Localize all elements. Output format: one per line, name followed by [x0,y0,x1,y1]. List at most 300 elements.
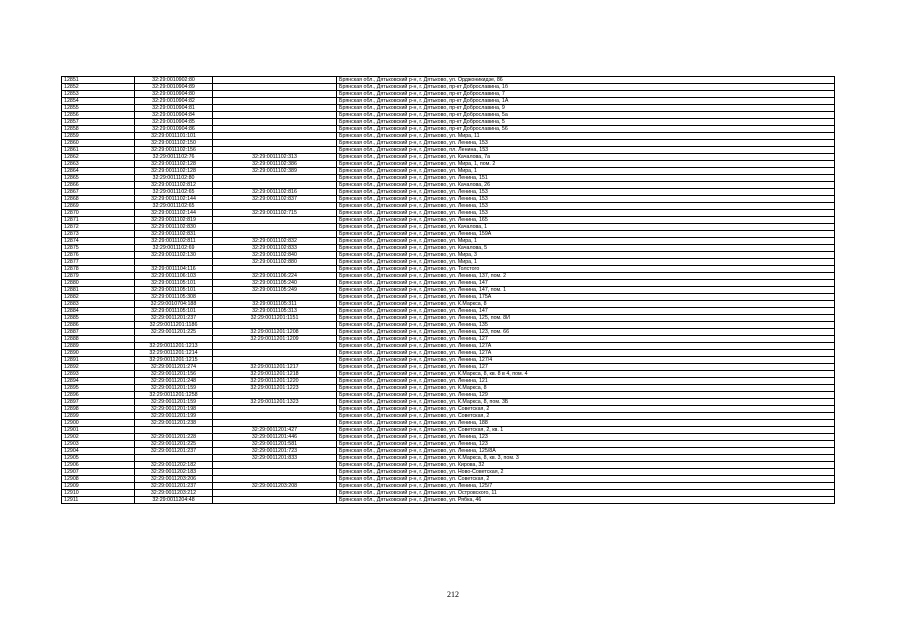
related-cadastral-number-cell: 32:29:0011201:1151 [213,315,337,322]
table-row [62,455,835,462]
row-number-cell: 12858 [62,126,135,133]
table-row [62,112,835,119]
row-number-cell: 12908 [62,476,135,483]
row-number-cell: 12911 [62,497,135,504]
table-row [62,497,835,504]
cadastral-number-cell: 32:29:0011201:237 [135,315,213,322]
address-cell: Брянская обл., Дятьковский р-н, г. Дятьково, ул. Толстого [337,266,835,273]
related-cadastral-number-cell: 32:29:0011203:208 [213,483,337,490]
cadastral-number-cell: 32:29:0011201:156 [135,371,213,378]
related-cadastral-number-cell [213,322,337,329]
table-row [62,77,835,84]
table-row [62,105,835,112]
related-cadastral-number-cell [213,462,337,469]
address-cell: Брянская обл., Дятьковский р-н, г. Дятьково, ул. Качалова, 1 [337,224,835,231]
cadastral-number-cell: 32:29:0011201:199 [135,413,213,420]
related-cadastral-number-cell [213,91,337,98]
row-number-cell: 12891 [62,357,135,364]
address-cell: Брянская обл., Дятьковский р-н, г. Дятьково, ул. Орджоникидзе, 86 [337,77,835,84]
cadastral-number-cell: 32:29:0010904:82 [135,98,213,105]
table-row [62,329,835,336]
table-row [62,308,835,315]
related-cadastral-number-cell: 32:29:0011102:816 [213,189,337,196]
row-number-cell: 12895 [62,385,135,392]
row-number-cell: 12885 [62,315,135,322]
related-cadastral-number-cell: 32:29:0011102:837 [213,196,337,203]
related-cadastral-number-cell [213,217,337,224]
address-cell: Брянская обл., Дятьковский р-н, г. Дятьково, ул. Ленина, 147 [337,308,835,315]
row-number-cell: 12909 [62,483,135,490]
table-row [62,196,835,203]
related-cadastral-number-cell [213,147,337,154]
cadastral-number-cell: 32:29:0011102:65 [135,203,213,210]
cadastral-number-cell [135,455,213,462]
address-cell: Брянская обл., Дятьковский р-н, г. Дятьково, ул. Ленина, 125/8А [337,448,835,455]
related-cadastral-number-cell [213,182,337,189]
address-cell: Брянская обл., Дятьковский р-н, г. Дятьково, пр-кт Доброславина, 5а [337,112,835,119]
related-cadastral-number-cell [213,392,337,399]
table-row [62,189,835,196]
table-row [62,217,835,224]
address-cell: Брянская обл., Дятьковский р-н, г. Дятьково, ул. Ленина, 175А [337,294,835,301]
related-cadastral-number-cell: 32:29:0011201:833 [213,455,337,462]
cadastral-number-cell: 32:29:0011105:101 [135,287,213,294]
row-number-cell: 12897 [62,399,135,406]
cadastral-number-cell: 32:29:0011201:1215 [135,357,213,364]
related-cadastral-number-cell: 32:29:0011201:446 [213,434,337,441]
cadastral-number-cell: 32:29:0011201:225 [135,441,213,448]
cadastral-number-cell: 32:29:0011201:198 [135,406,213,413]
cadastral-number-cell: 32:29:0011105:308 [135,294,213,301]
cadastral-number-cell: 32:29:0011204:48 [135,497,213,504]
cadastral-number-cell: 32:29:0010904:89 [135,84,213,91]
row-number-cell: 12906 [62,462,135,469]
address-cell: Брянская обл., Дятьковский р-н, г. Дятьково, ул. Ленина, 159А [337,231,835,238]
address-cell: Брянская обл., Дятьковский р-н, г. Дятьково, ул. Ленина, 123, пом. 66 [337,329,835,336]
related-cadastral-number-cell [213,294,337,301]
cadastral-number-cell [135,259,213,266]
table-row [62,476,835,483]
address-cell: Брянская обл., Дятьковский р-н, г. Дятьково, ул. К.Маркса, 8 [337,385,835,392]
cadastral-number-cell: 32:29:0011102:130 [135,252,213,259]
related-cadastral-number-cell: 32:29:0011102:386 [213,161,337,168]
row-number-cell: 12910 [62,490,135,497]
cadastral-number-cell: 32:29:0011201:1186 [135,322,213,329]
table-row [62,273,835,280]
table-row [62,84,835,91]
cadastral-number-cell: 32:29:0011201:1258 [135,392,213,399]
row-number-cell: 12856 [62,112,135,119]
address-cell: Брянская обл., Дятьковский р-н, г. Дятьково, ул. Ленина, 137, пом. 2 [337,273,835,280]
address-cell: Брянская обл., Дятьковский р-н, г. Дятьково, ул. Ленина, 129 [337,392,835,399]
address-cell: Брянская обл., Дятьковский р-н, г. Дятьково, ул. Ленина, 125/7 [337,483,835,490]
related-cadastral-number-cell [213,203,337,210]
cadastral-number-cell: 32:29:0011102:811 [135,238,213,245]
row-number-cell: 12857 [62,119,135,126]
cadastral-number-cell: 32:29:0010904:86 [135,126,213,133]
cadastral-number-cell: 32:29:0011201:225 [135,329,213,336]
row-number-cell: 12901 [62,427,135,434]
table-row [62,91,835,98]
table-row [62,406,835,413]
address-cell: Брянская обл., Дятьковский р-н, г. Дятьково, ул. Советская, 2, кв. 1 [337,427,835,434]
cadastral-number-cell: 32:29:0011102:80 [135,175,213,182]
address-cell: Брянская обл., Дятьковский р-н, г. Дятьково, ул. Ленина, 127А [337,343,835,350]
table-body [62,77,835,504]
related-cadastral-number-cell: 32:29:0011102:715 [213,210,337,217]
table-row [62,378,835,385]
cadastral-number-cell: 32:29:0011201:159 [135,385,213,392]
table-row [62,448,835,455]
table-row [62,224,835,231]
row-number-cell: 12896 [62,392,135,399]
related-cadastral-number-cell [213,133,337,140]
row-number-cell: 12853 [62,91,135,98]
cadastral-number-cell: 32:29:0011101:101 [135,133,213,140]
row-number-cell: 12873 [62,231,135,238]
cadastral-number-cell: 32:29:0011203:206 [135,476,213,483]
cadastral-number-cell: 32:29:0010904:84 [135,112,213,119]
cadastral-number-cell: 32:29:0011102:812 [135,182,213,189]
cadastral-number-cell: 32:29:0011202:182 [135,462,213,469]
cadastral-number-cell: 32:29:0010904:85 [135,119,213,126]
related-cadastral-number-cell [213,420,337,427]
address-cell: Брянская обл., Дятьковский р-н, г. Дятьково, ул. Ленина, 165 [337,217,835,224]
address-cell: Брянская обл., Дятьковский р-н, г. Дятьково, ул. К.Маркса, 8, кв. 3, пом. 3 [337,455,835,462]
address-cell: Брянская обл., Дятьковский р-н, г. Дятьково, ул. Качалова, 26 [337,182,835,189]
row-number-cell: 12862 [62,154,135,161]
row-number-cell: 12881 [62,287,135,294]
row-number-cell: 12863 [62,161,135,168]
related-cadastral-number-cell: 32:29:0011201:1208 [213,329,337,336]
row-number-cell: 12869 [62,203,135,210]
related-cadastral-number-cell [213,476,337,483]
table-row [62,231,835,238]
related-cadastral-number-cell [213,224,337,231]
row-number-cell: 12851 [62,77,135,84]
related-cadastral-number-cell: 32:29:0011105:313 [213,308,337,315]
related-cadastral-number-cell: 32:29:0011102:389 [213,168,337,175]
address-cell: Брянская обл., Дятьковский р-н, г. Дятьково, ул. Мира, 1 [337,259,835,266]
address-cell: Брянская обл., Дятьковский р-н, г. Дятьково, ул. Ленина, 151 [337,175,835,182]
row-number-cell: 12865 [62,175,135,182]
row-number-cell: 12888 [62,336,135,343]
row-number-cell: 12880 [62,280,135,287]
address-cell: Брянская обл., Дятьковский р-н, г. Дятьково, пр-кт Доброславина, 9 [337,105,835,112]
cadastral-number-cell: 32:29:0011102:128 [135,161,213,168]
cadastral-number-cell: 32:29:0011102:830 [135,224,213,231]
row-number-cell: 12859 [62,133,135,140]
table-row [62,203,835,210]
cadastral-number-cell: 32:29:0011201:1213 [135,343,213,350]
address-cell: Брянская обл., Дятьковский р-н, г. Дятьково, ул. К.Маркса, 8 [337,301,835,308]
row-number-cell: 12903 [62,441,135,448]
address-cell: Брянская обл., Дятьковский р-н, г. Дятьково, пр-кт Доброславина, 7 [337,91,835,98]
table-row [62,462,835,469]
address-cell: Брянская обл., Дятьковский р-н, г. Дятьково, ул. Ленина, 123 [337,441,835,448]
table-row [62,322,835,329]
cadastral-number-cell: 32:29:0011201:237 [135,483,213,490]
cadastral-number-cell: 32:29:0011102:65 [135,189,213,196]
table-row [62,126,835,133]
address-cell: Брянская обл., Дятьковский р-н, г. Дятьково, ул. Ленина, 125, пом. 8И [337,315,835,322]
related-cadastral-number-cell [213,175,337,182]
related-cadastral-number-cell [213,406,337,413]
related-cadastral-number-cell: 32:29:0011102:313 [213,154,337,161]
row-number-cell: 12887 [62,329,135,336]
related-cadastral-number-cell: 32:29:0011201:1217 [213,364,337,371]
related-cadastral-number-cell [213,350,337,357]
row-number-cell: 12860 [62,140,135,147]
cadastral-number-cell: 32:29:0010902:80 [135,77,213,84]
address-cell: Брянская обл., Дятьковский р-н, г. Дятьково, ул. К.Маркса, 8, кв. 8 в 4, пом. 4 [337,371,835,378]
table-row [62,490,835,497]
cadastral-number-cell: 32:29:0010904:81 [135,105,213,112]
table-row [62,301,835,308]
table-row [62,210,835,217]
table-row [62,434,835,441]
table-row [62,315,835,322]
cadastral-number-cell: 32:29:0011201:1214 [135,350,213,357]
address-cell: Брянская обл., Дятьковский р-н, г. Дятьково, ул. Ленина, 153 [337,140,835,147]
table-row [62,441,835,448]
registry-table [61,76,835,504]
row-number-cell: 12904 [62,448,135,455]
row-number-cell: 12861 [62,147,135,154]
cadastral-number-cell: 32:29:0011102:144 [135,210,213,217]
table-row [62,266,835,273]
cadastral-number-cell [135,336,213,343]
row-number-cell: 12871 [62,217,135,224]
address-cell: Брянская обл., Дятьковский р-н, г. Дятьково, ул. Мира, 11 [337,133,835,140]
cadastral-number-cell: 32:29:0011102:128 [135,168,213,175]
cadastral-number-cell: 32:29:0011102:76 [135,154,213,161]
table-row [62,140,835,147]
row-number-cell: 12855 [62,105,135,112]
address-cell: Брянская обл., Дятьковский р-н, г. Дятьково, ул. Островского, 11 [337,490,835,497]
address-cell: Брянская обл., Дятьковский р-н, г. Дятьково, ул. Ленина, 153 [337,210,835,217]
related-cadastral-number-cell: 32:29:0011106:224 [213,273,337,280]
related-cadastral-number-cell [213,84,337,91]
row-number-cell: 12894 [62,378,135,385]
related-cadastral-number-cell: 32:29:0011201:1323 [213,399,337,406]
address-cell: Брянская обл., Дятьковский р-н, г. Дятьково, пр-кт Доброславина, 1А [337,98,835,105]
row-number-cell: 12872 [62,224,135,231]
related-cadastral-number-cell [213,497,337,504]
table-row [62,287,835,294]
table-row [62,469,835,476]
address-cell: Брянская обл., Дятьковский р-н, г. Дятьково, ул. Ново-Советская, 2 [337,469,835,476]
related-cadastral-number-cell: 32:29:0011201:581 [213,441,337,448]
address-cell: Брянская обл., Дятьковский р-н, г. Дятьково, ул. Ленина, 135 [337,322,835,329]
row-number-cell: 12852 [62,84,135,91]
address-cell: Брянская обл., Дятьковский р-н, г. Дятьково, ул. Рябка, 46 [337,497,835,504]
cadastral-number-cell: 32:29:0011201:237 [135,448,213,455]
related-cadastral-number-cell: 32:29:0011201:427 [213,427,337,434]
address-cell: Брянская обл., Дятьковский р-н, г. Дятьково, ул. Мира, 1, пом. 2 [337,161,835,168]
table-row [62,399,835,406]
table-row [62,161,835,168]
cadastral-number-cell: 32:29:0011201:228 [135,434,213,441]
address-cell: Брянская обл., Дятьковский р-н, г. Дятьково, ул. Кирова, 32 [337,462,835,469]
cadastral-number-cell: 32:29:0011201:159 [135,399,213,406]
related-cadastral-number-cell [213,105,337,112]
table-row [62,175,835,182]
address-cell: Брянская обл., Дятьковский р-н, г. Дятьково, ул. Ленина, 153 [337,189,835,196]
page-number: 212 [447,590,459,599]
table-row [62,280,835,287]
row-number-cell: 12867 [62,189,135,196]
table-row [62,245,835,252]
cadastral-number-cell: 32:29:0011104:116 [135,266,213,273]
address-cell: Брянская обл., Дятьковский р-н, г. Дятьково, пр-кт Доброславина, 1б [337,84,835,91]
cadastral-number-cell: 32:29:0011102:819 [135,217,213,224]
row-number-cell: 12870 [62,210,135,217]
cadastral-number-cell: 32:29:0011105:101 [135,280,213,287]
related-cadastral-number-cell: 32:29:0011105:249 [213,287,337,294]
row-number-cell: 12883 [62,301,135,308]
address-cell: Брянская обл., Дятьковский р-н, г. Дятьково, ул. Мира, 1 [337,168,835,175]
table-row [62,294,835,301]
address-cell: Брянская обл., Дятьковский р-н, г. Дятьково, ул. Ленина, 127 [337,364,835,371]
address-cell: Брянская обл., Дятьковский р-н, г. Дятьково, ул. Качалова, 7а [337,154,835,161]
cadastral-number-cell: 32:29:0011102:150 [135,140,213,147]
row-number-cell: 12892 [62,364,135,371]
table-row [62,238,835,245]
address-cell: Брянская обл., Дятьковский р-н, г. Дятьково, пр-кт Доброславина, 5 [337,119,835,126]
related-cadastral-number-cell [213,140,337,147]
address-cell: Брянская обл., Дятьковский р-н, г. Дятьково, ул. К.Маркса, 8, пом. 3Б [337,399,835,406]
related-cadastral-number-cell: 32:29:0011201:1220 [213,378,337,385]
row-number-cell: 12875 [62,245,135,252]
address-cell: Брянская обл., Дятьковский р-н, г. Дятьково, пр-кт Доброславина, 56 [337,126,835,133]
related-cadastral-number-cell: 32:29:0011102:833 [213,245,337,252]
row-number-cell: 12900 [62,420,135,427]
address-cell: Брянская обл., Дятьковский р-н, г. Дятьково, ул. Ленина, 147 [337,280,835,287]
row-number-cell: 12854 [62,98,135,105]
table-row [62,259,835,266]
row-number-cell: 12877 [62,259,135,266]
table-row [62,147,835,154]
table-row [62,350,835,357]
row-number-cell: 12905 [62,455,135,462]
cadastral-number-cell: 32:29:0010704:188 [135,301,213,308]
address-cell: Брянская обл., Дятьковский р-н, г. Дятьково, ул. Мира, 1 [337,238,835,245]
row-number-cell: 12868 [62,196,135,203]
table-row [62,371,835,378]
address-cell: Брянская обл., Дятьковский р-н, г. Дятьково, ул. Ленина, 153 [337,196,835,203]
table-row [62,427,835,434]
related-cadastral-number-cell: 32:29:0011105:311 [213,301,337,308]
table-row [62,364,835,371]
row-number-cell: 12907 [62,469,135,476]
row-number-cell: 12879 [62,273,135,280]
related-cadastral-number-cell [213,119,337,126]
address-cell: Брянская обл., Дятьковский р-н, г. Дятьково, ул. Советская, 2 [337,413,835,420]
row-number-cell: 12893 [62,371,135,378]
address-cell: Брянская обл., Дятьковский р-н, г. Дятьково, пл. Ленина, 153 [337,147,835,154]
row-number-cell: 12882 [62,294,135,301]
cadastral-number-cell: 32:29:0011105:101 [135,308,213,315]
cadastral-number-cell: 32:29:0011102:831 [135,231,213,238]
address-cell: Брянская обл., Дятьковский р-н, г. Дятьково, ул. Ленина, 123 [337,434,835,441]
related-cadastral-number-cell [213,490,337,497]
address-cell: Брянская обл., Дятьковский р-н, г. Дятьково, ул. Ленина, 121 [337,378,835,385]
related-cadastral-number-cell: 32:29:0011102:832 [213,238,337,245]
table-row [62,98,835,105]
table-row [62,154,835,161]
row-number-cell: 12876 [62,252,135,259]
related-cadastral-number-cell [213,77,337,84]
related-cadastral-number-cell [213,231,337,238]
row-number-cell: 12878 [62,266,135,273]
address-cell: Брянская обл., Дятьковский р-н, г. Дятьково, ул. Советская, 2 [337,476,835,483]
cadastral-number-cell: 32:29:0011201:248 [135,378,213,385]
related-cadastral-number-cell: 32:29:0011201:723 [213,448,337,455]
table-row [62,392,835,399]
table-row [62,357,835,364]
related-cadastral-number-cell: 32:29:0011201:1209 [213,336,337,343]
related-cadastral-number-cell [213,126,337,133]
table-row [62,252,835,259]
related-cadastral-number-cell: 32:29:0011201:1218 [213,371,337,378]
row-number-cell: 12886 [62,322,135,329]
row-number-cell: 12866 [62,182,135,189]
table-row [62,343,835,350]
related-cadastral-number-cell [213,266,337,273]
related-cadastral-number-cell [213,413,337,420]
row-number-cell: 12874 [62,238,135,245]
address-cell: Брянская обл., Дятьковский р-н, г. Дятьково, ул. Ленина, 127А [337,350,835,357]
cadastral-number-cell: 32:29:0011201:238 [135,420,213,427]
cadastral-number-cell: 32:29:0011201:274 [135,364,213,371]
cadastral-number-cell: 32:29:0011102:156 [135,147,213,154]
table-row [62,385,835,392]
row-number-cell: 12898 [62,406,135,413]
address-cell: Брянская обл., Дятьковский р-н, г. Дятьково, ул. Ленина, 153 [337,203,835,210]
address-cell: Брянская обл., Дятьковский р-н, г. Дятьково, ул. Советская, 2 [337,406,835,413]
related-cadastral-number-cell: 32:29:0011102:840 [213,252,337,259]
table-row [62,336,835,343]
table-row [62,133,835,140]
row-number-cell: 12884 [62,308,135,315]
related-cadastral-number-cell [213,469,337,476]
table-row [62,483,835,490]
cadastral-number-cell: 32:29:0010904:80 [135,91,213,98]
address-cell: Брянская обл., Дятьковский р-н, г. Дятьково, ул. Ленина, 188 [337,420,835,427]
table-row [62,168,835,175]
row-number-cell: 12890 [62,350,135,357]
address-cell: Брянская обл., Дятьковский р-н, г. Дятьково, ул. Ленина, 127 [337,336,835,343]
table-row [62,420,835,427]
address-cell: Брянская обл., Дятьковский р-н, г. Дятьково, ул. Мира, 3 [337,252,835,259]
cadastral-number-cell: 32:29:0011203:212 [135,490,213,497]
cadastral-number-cell: 32:29:0011202:183 [135,469,213,476]
related-cadastral-number-cell [213,98,337,105]
address-cell: Брянская обл., Дятьковский р-н, г. Дятьково, ул. Качалова, 5 [337,245,835,252]
row-number-cell: 12889 [62,343,135,350]
row-number-cell: 12902 [62,434,135,441]
cadastral-number-cell: 32:29:0011102:69 [135,245,213,252]
row-number-cell: 12864 [62,168,135,175]
cadastral-number-cell: 32:29:0011102:144 [135,196,213,203]
related-cadastral-number-cell: 32:29:0011201:1223 [213,385,337,392]
cadastral-number-cell: 32:29:0011106:103 [135,273,213,280]
table-row [62,182,835,189]
address-cell: Брянская обл., Дятьковский р-н, г. Дятьково, ул. Ленина, 147, пом. 1 [337,287,835,294]
related-cadastral-number-cell [213,112,337,119]
address-cell: Брянская обл., Дятьковский р-н, г. Дятьково, ул. Ленина, 127/4 [337,357,835,364]
